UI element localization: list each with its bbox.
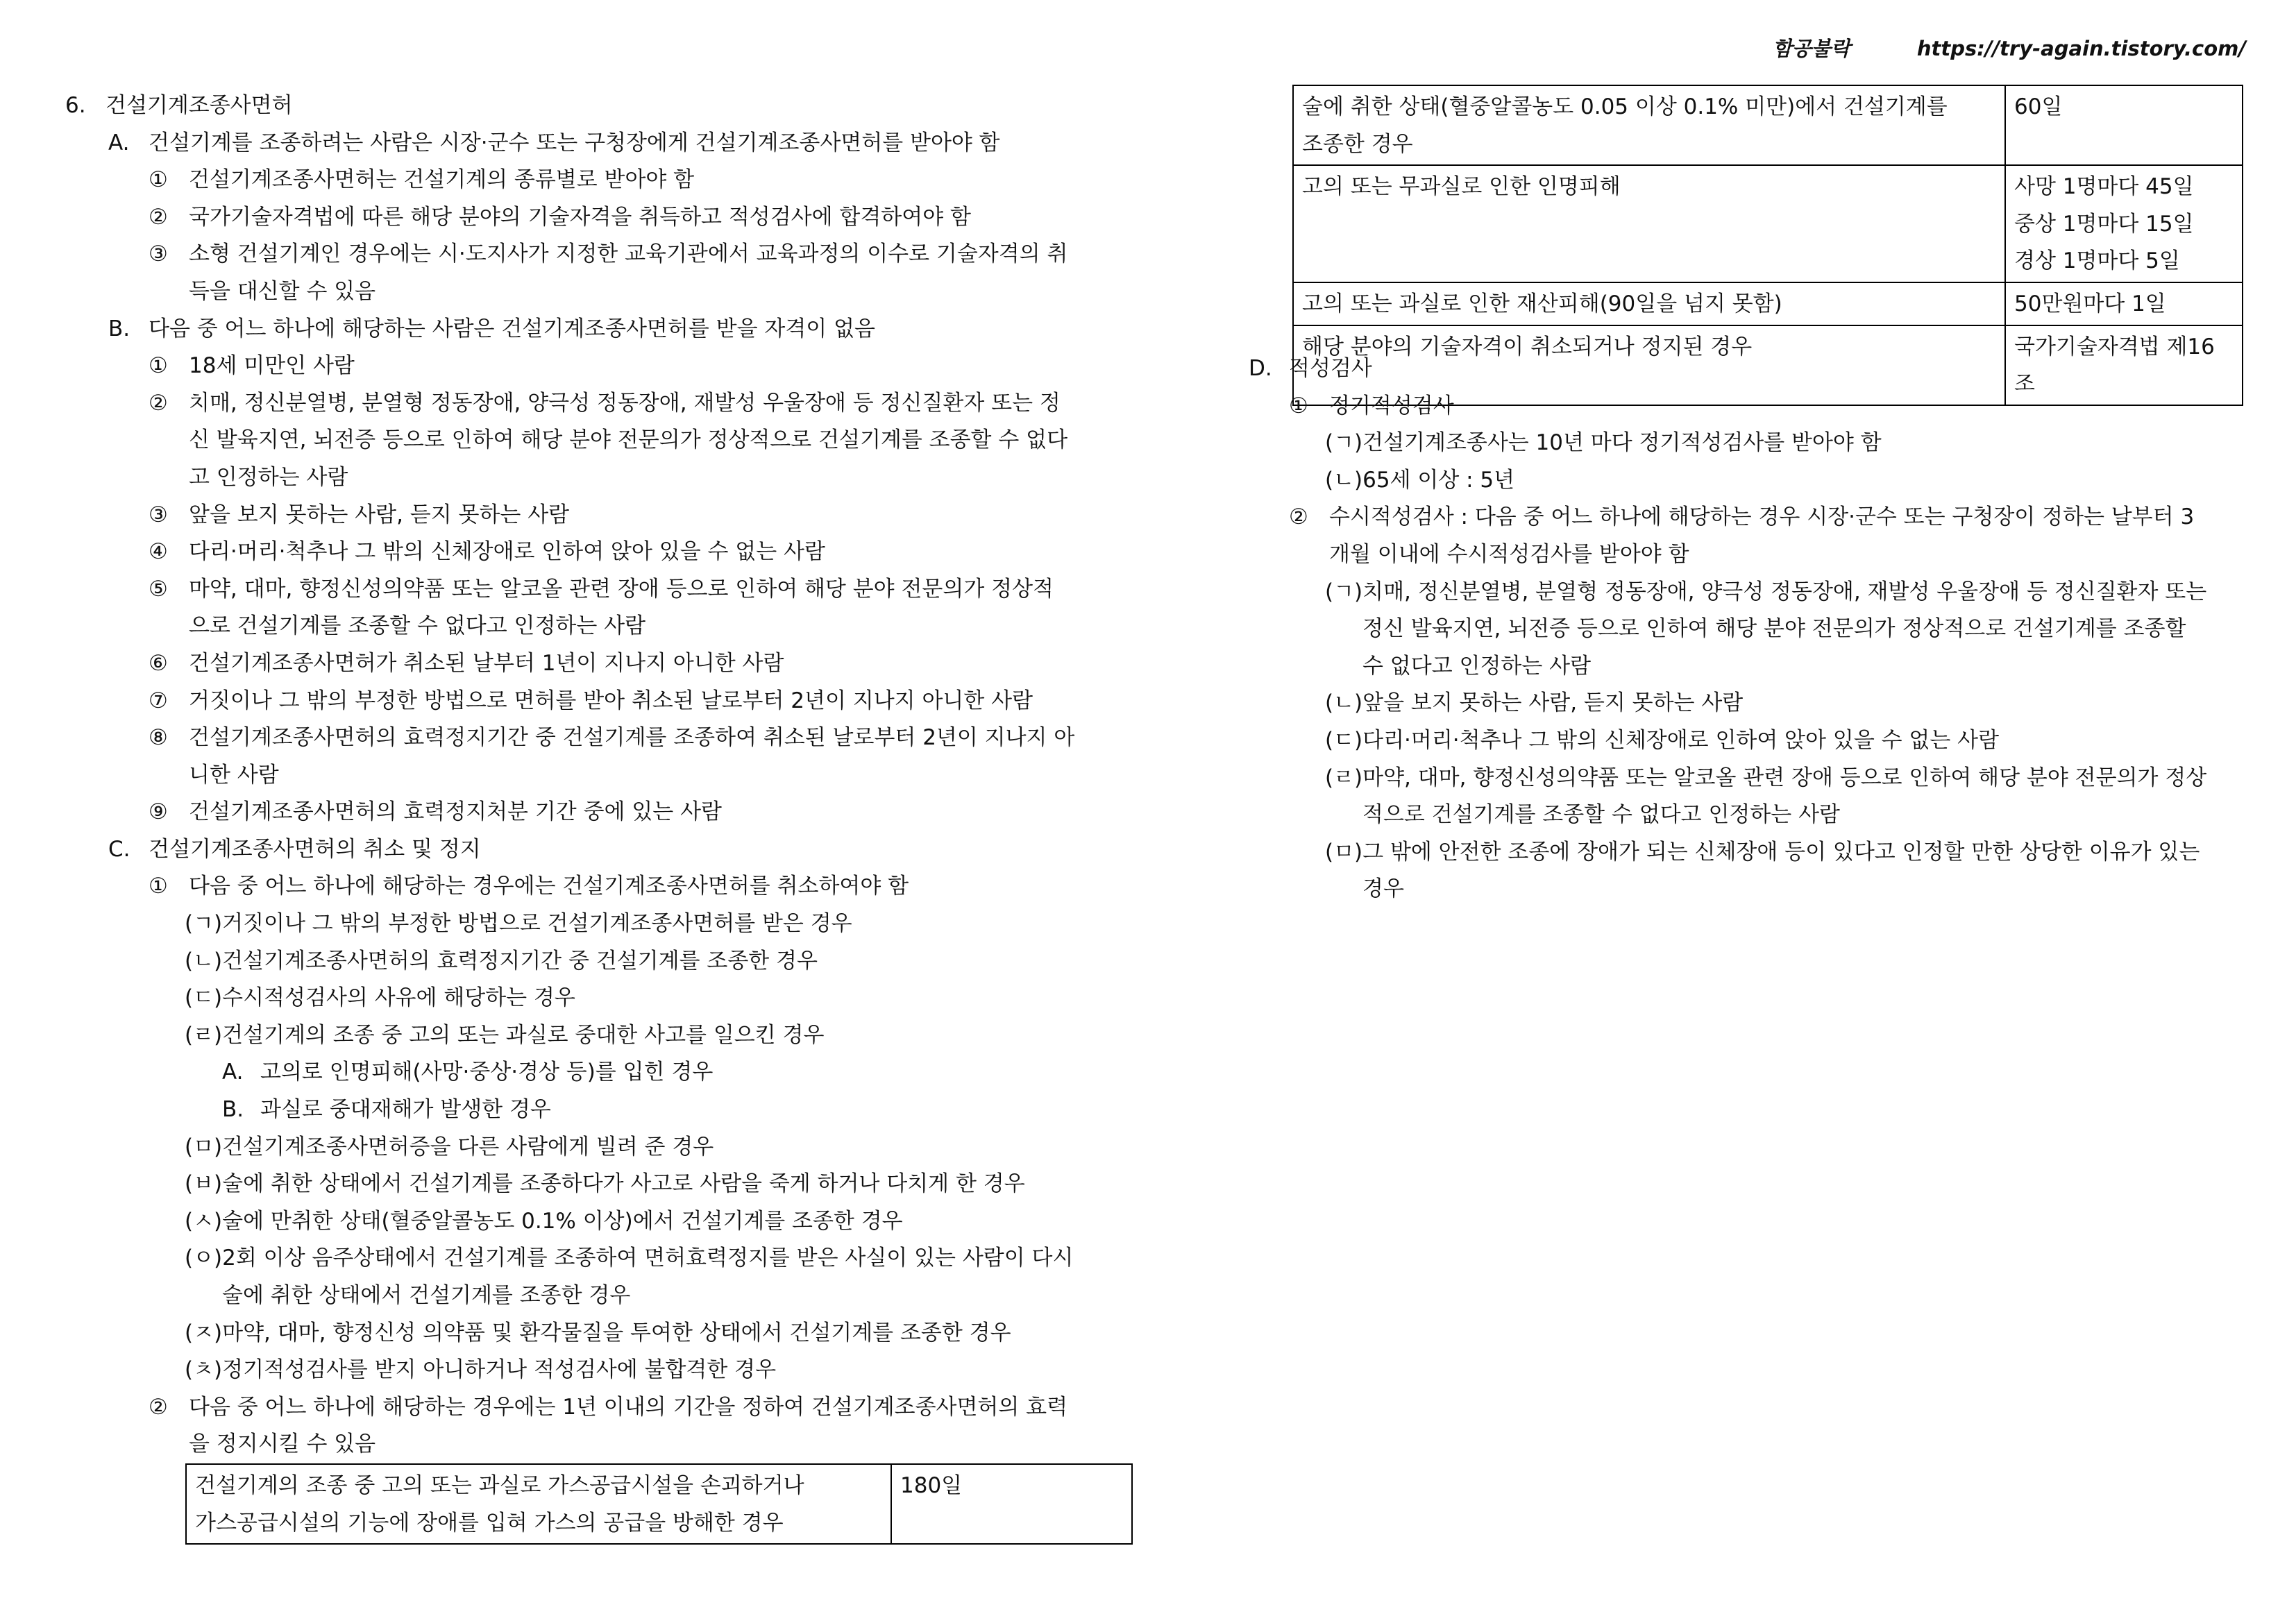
author-label: 함공불락	[1772, 37, 1850, 60]
item-B-5-cont: 으로 건설기계를 조종할 수 없다고 인정하는 사람	[189, 613, 646, 639]
item-C-1-n: (ㄴ)건설기계조종사면허의 효력정지기간 중 건설기계를 조종한 경우	[185, 948, 818, 974]
item-C-1: ① 다음 중 어느 하나에 해당하는 경우에는 건설기계조종사면허를 취소하여야 함	[149, 874, 909, 899]
table-cell-condition: 술에 취한 상태(혈중알콜농도 0.05 이상 0.1% 미만)에서 건설기계를 조종한 경우	[1293, 85, 2005, 165]
item-D-2-g: (ㄱ)치매, 정신분열병, 분열형 정동장애, 양극성 정동장애, 재발성 우울장애 등 정신질환자 또는	[1325, 579, 2207, 604]
table-cell-period: 60일	[2005, 85, 2243, 165]
table-row	[1293, 165, 2243, 282]
item-A-2: ② 국가기술자격법에 따른 해당 분야의 기술자격을 취득하고 적성검사에 합격하여야 함	[149, 204, 971, 230]
blog-url: https://try-again.tistory.com/	[1916, 37, 2246, 60]
table-cell-condition: 고의 또는 무과실로 인한 인명피해	[1293, 165, 2005, 282]
table-row	[1293, 85, 2243, 165]
item-C-2-cont: 을 정지시킬 수 있음	[189, 1431, 376, 1457]
item-D: D. 적성검사	[1249, 356, 1372, 381]
item-B-2: ② 치매, 정신분열병, 분열형 정동장애, 양극성 정동장애, 재발성 우울장애 등 정신질환자 또는 정	[149, 390, 1061, 416]
item-C-1-j: (ㅈ)마약, 대마, 향정신성 의약품 및 환각물질을 투여한 상태에서 건설기계를 조종한 경우	[185, 1320, 1011, 1345]
table-cell-condition: 해당 분야의 기술자격이 취소되거나 정지된 경우	[1293, 325, 2005, 405]
table-cell-period: 180일	[891, 1464, 1132, 1544]
right-column	[1206, 350, 2249, 908]
item-D-2-r: (ㄹ)마약, 대마, 향정신성의약품 또는 알코올 관련 장애 등으로 인하여 해당 분야 전문의가 정상	[1325, 765, 2207, 790]
item-B-3: ③ 앞을 보지 못하는 사람, 듣지 못하는 사람	[149, 502, 570, 527]
item-C-1-d: (ㄷ)수시적성검사의 사유에 해당하는 경우	[185, 985, 575, 1011]
item-A-1: ① 건설기계조종사면허는 건설기계의 종류별로 받아야 함	[149, 167, 695, 193]
left-column	[65, 87, 1148, 1545]
suspension-table-part1	[185, 1463, 1133, 1545]
item-D-2-n: (ㄴ)앞을 보지 못하는 사람, 듣지 못하는 사람	[1325, 690, 1744, 716]
item-C-1-r-B: B. 과실로 중대재해가 발생한 경우	[222, 1097, 551, 1123]
item-D-1: ① 정기적성검사	[1289, 393, 1454, 418]
item-D-2-g-cont1: 정신 발육지연, 뇌전증 등으로 인하여 해당 분야 전문의가 정상적으로 건설기계를 조종할	[1362, 616, 2186, 642]
item-A-3-cont: 득을 대신할 수 있음	[189, 278, 376, 304]
item-C-1-ch: (ㅊ)정기적성검사를 받지 아니하거나 적성검사에 불합격한 경우	[185, 1357, 777, 1383]
item-D-2-m: (ㅁ)그 밖에 안전한 조종에 장애가 되는 신체장애 등이 있다고 인정할 만한 상당한 이유가 있는	[1325, 839, 2200, 865]
item-B-5: ⑤ 마약, 대마, 향정신성의약품 또는 알코올 관련 장애 등으로 인하여 해당 분야 전문의가 정상적	[149, 576, 1054, 602]
item-D-2-m-cont: 경우	[1362, 876, 1404, 902]
item-C-1-r: (ㄹ)건설기계의 조종 중 고의 또는 과실로 중대한 사고를 일으킨 경우	[185, 1022, 825, 1048]
table-row	[186, 1464, 1132, 1544]
item-B-7: ⑦ 거짓이나 그 밖의 부정한 방법으로 면허를 받아 취소된 날로부터 2년이 지나지 아니한 사람	[149, 688, 1033, 713]
item-C-1-m: (ㅁ)건설기계조종사면허증을 다른 사람에게 빌려 준 경우	[185, 1134, 714, 1159]
item-C-1-g: (ㄱ)거짓이나 그 밖의 부정한 방법으로 건설기계조종사면허를 받은 경우	[185, 911, 852, 937]
item-A-3: ③ 소형 건설기계인 경우에는 시·도지사가 지정한 교육기관에서 교육과정의 이수로 기술자격의 취	[149, 241, 1068, 267]
page-header	[1706, 33, 2246, 62]
table-cell-period: 사망 1명마다 45일 중상 1명마다 15일 경상 1명마다 5일	[2005, 165, 2243, 282]
item-B-1: ① 18세 미만인 사람	[149, 353, 355, 379]
item-C: C. 건설기계조종사면허의 취소 및 정지	[108, 836, 481, 862]
item-C-1-o: (ㅇ)2회 이상 음주상태에서 건설기계를 조종하여 면허효력정지를 받은 사실이 있는 사람이 다시	[185, 1246, 1074, 1271]
item-B-6: ⑥ 건설기계조종사면허가 취소된 날부터 1년이 지나지 아니한 사람	[149, 650, 784, 676]
section-6-heading: 6. 건설기계조종사면허	[65, 93, 293, 118]
item-D-1-n: (ㄴ)65세 이상 : 5년	[1325, 467, 1515, 493]
table-cell-period: 국가기술자격법 제16조	[2005, 325, 2243, 405]
item-B: B. 다음 중 어느 하나에 해당하는 사람은 건설기계조종사면허를 받을 자격이 없음	[108, 316, 875, 341]
item-C-1-s: (ㅅ)술에 만취한 상태(혈중알콜농도 0.1% 이상)에서 건설기계를 조종한 경우	[185, 1208, 903, 1234]
item-C-1-b: (ㅂ)술에 취한 상태에서 건설기계를 조종하다가 사고로 사람을 죽게 하거나 다치게 한 경우	[185, 1171, 1025, 1197]
item-B-2-cont2: 고 인정하는 사람	[189, 464, 348, 490]
item-B-8: ⑧ 건설기계조종사면허의 효력정지기간 중 건설기계를 조종하여 취소된 날로부터 2년이 지나지 아	[149, 725, 1075, 751]
table-cell-period: 50만원마다 1일	[2005, 282, 2243, 325]
item-D-2-g-cont2: 수 없다고 인정하는 사람	[1362, 653, 1592, 679]
item-C-1-r-A: A. 고의로 인명피해(사망·중상·경상 등)를 입힌 경우	[222, 1060, 714, 1085]
item-D-2-r-cont: 적으로 건설기계를 조종할 수 없다고 인정하는 사람	[1362, 802, 1840, 828]
table-row	[1293, 282, 2243, 325]
table-cell-condition: 고의 또는 과실로 인한 재산피해(90일을 넘지 못함)	[1293, 282, 2005, 325]
item-B-8-cont: 니한 사람	[189, 762, 279, 788]
item-B-4: ④ 다리·머리·척추나 그 밖의 신체장애로 인하여 앉아 있을 수 없는 사람	[149, 539, 825, 565]
table-cell-condition: 건설기계의 조종 중 고의 또는 과실로 가스공급시설을 손괴하거나 가스공급시설의 기능에 장애를 입혀 가스의 공급을 방해한 경우	[186, 1464, 891, 1544]
item-C-2: ② 다음 중 어느 하나에 해당하는 경우에는 1년 이내의 기간을 정하여 건설기계조종사면허의 효력	[149, 1394, 1068, 1420]
item-B-2-cont1: 신 발육지연, 뇌전증 등으로 인하여 해당 분야 전문의가 정상적으로 건설기계를 조종할 수 없다	[189, 427, 1068, 453]
item-C-1-o-cont: 술에 취한 상태에서 건설기계를 조종한 경우	[222, 1283, 631, 1308]
item-B-9: ⑨ 건설기계조종사면허의 효력정지처분 기간 중에 있는 사람	[149, 799, 722, 825]
item-A: A. 건설기계를 조종하려는 사람은 시장·군수 또는 구청장에게 건설기계조종사면허를 받아야 함	[108, 130, 1000, 155]
item-D-2: ② 수시적성검사 : 다음 중 어느 하나에 해당하는 경우 시장·군수 또는 구청장이 정하는 날부터 3	[1289, 504, 2195, 530]
item-D-1-g: (ㄱ)건설기계조종사는 10년 마다 정기적성검사를 받아야 함	[1325, 430, 1882, 456]
item-D-2-d: (ㄷ)다리·머리·척추나 그 밖의 신체장애로 인하여 앉아 있을 수 없는 사람	[1325, 727, 2000, 753]
item-D-2-cont: 개월 이내에 수시적성검사를 받아야 함	[1329, 541, 1689, 567]
